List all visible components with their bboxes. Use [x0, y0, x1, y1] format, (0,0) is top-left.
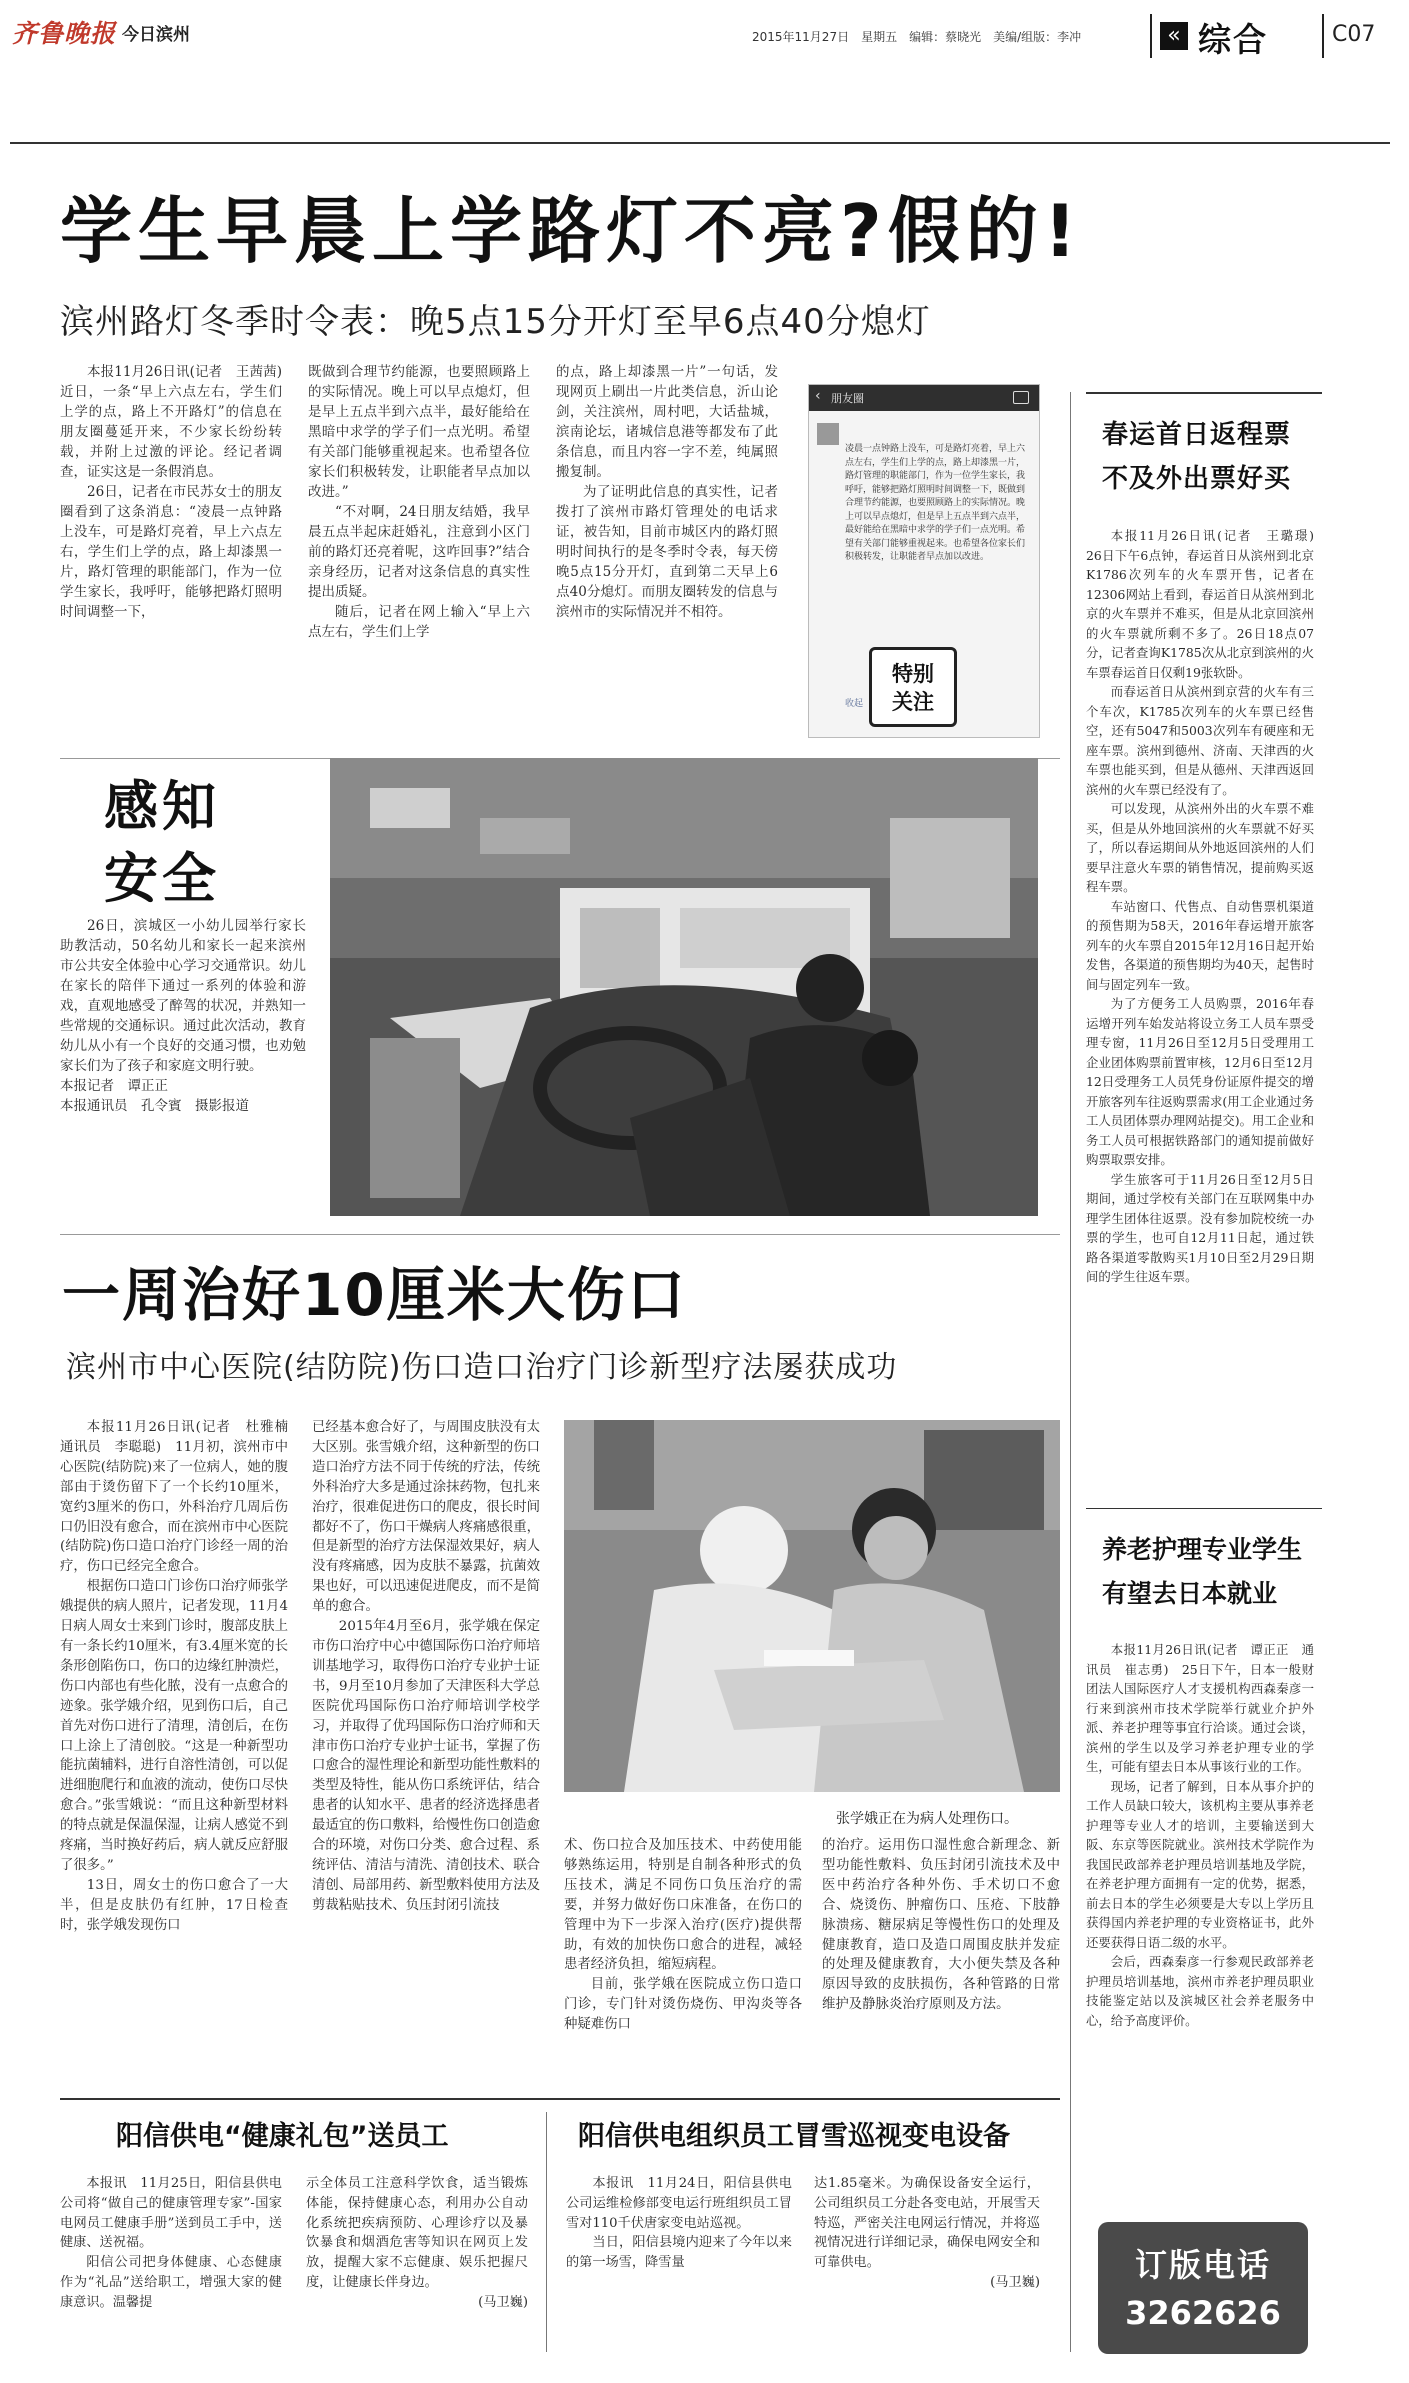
paragraph: 本报讯 11月25日，阳信县供电公司将“做自己的健康管理专家”-国家电网员工健康手册”送到员工手中，送健康、送祝福。 [60, 2176, 282, 2251]
wound-column-4 [822, 1836, 1060, 2015]
paragraph: 26日，记者在市民苏女士的朋友圈看到了这条消息：“凌晨一点钟路上没车，可是路灯亮着，早上六点左右，学生们上学的点，路上却漆黑一片，路灯管理的职能部门，作为一位学生家长，我呼吁，能够把路灯照明时间调整一下， [60, 484, 282, 620]
byline: (马卫巍) [478, 2294, 528, 2310]
masthead [0, 0, 1409, 80]
right-column-top-rule [1086, 392, 1322, 394]
back-arrow-icon: ‹ [815, 388, 821, 404]
lead-headline: 学生早晨上学路灯不亮?假的! [60, 189, 1083, 273]
sidebar1-body [1086, 526, 1327, 1287]
wound-headline: 一周治好10厘米大伤口 [62, 1261, 687, 1329]
photo-credit: 本报记者 谭正正 [60, 1078, 168, 1094]
paragraph: 目前，张学娥在医院成立伤口造口门诊，专门针对烫伤烧伤、甲沟炎等各种疑难伤口 [564, 1977, 802, 2033]
paragraph: 为了证明此信息的真实性，记者拨打了滨州市路灯管理处的电话求证，被告知，目前市城区内的路灯照明时间执行的是冬季时令表，每天傍晚5点15分开灯，直到第二天早上6点40分熄灯。而朋友圈转发的信息与滨州市的实际情况并不相符。 [556, 484, 778, 620]
paragraph: 现场，记者了解到，日本从事介护的工作人员缺口较大，该机构主要从事养老护理等专业人才的培训，主要输送到大阪、东京等医院就业。滨州技术学院作为我国民政部养老护理员培训基地及学院，在养老护理方面拥有一定的优势，据悉，前去日本的学生必须要是大专以上学历且获得国内养老护理的专业资格证书，此外还要获得日语二级的水平。 [1086, 1778, 1314, 1950]
paragraph: 随后，记者在网上输入“早上六点左右，学生们上学 [308, 604, 530, 640]
wound-subhead: 滨州市中心医院(结防院)伤口造口治疗门诊新型疗法屡获成功 [66, 1350, 898, 1385]
avatar [817, 423, 839, 445]
badge-line-1: 特别 [892, 662, 934, 686]
badge-line-2: 关注 [892, 690, 934, 714]
wound-column-3 [564, 1836, 802, 2035]
byline: (马卫巍) [990, 2274, 1040, 2290]
paragraph: “不对啊，24日朋友结婚，我早晨五点半起床赶婚礼，注意到小区门前的路灯还亮着呢，这咋回事?”结合亲身经历，记者对这条信息的真实性提出质疑。 [308, 504, 530, 600]
paragraph: 既做到合理节约能源，也要照顾路上的实际情况。晚上可以早点熄灯，但是早上五点半到六点半，最好能给在黑暗中求学的学子们一点光明。希望有关部门能够重视起来。也希望各位家长们积极转发，让职能者早点加以改进。” [308, 364, 530, 500]
sidebar1-headline-2: 不及外出票好买 [1102, 464, 1292, 494]
hotline-number: 3262626 [1125, 2294, 1281, 2332]
camera-icon [1013, 391, 1029, 404]
paragraph: 本报11月26日讯(记者 王茜茜) 近日，一条“早上六点左右，学生们上学的点，路上不开路灯”的信息在朋友圈蔓延开来，不少家长纷纷转载，并附上过激的评论。经记者调查，证实这是一条假消息。 [60, 364, 296, 480]
brief2-headline: 阳信供电组织员工冒雪巡视变电设备 [578, 2121, 1010, 2152]
paragraph: 而春运首日从滨州到京营的火车有三个车次，K1785次列车的火车票已经售空，还有5047和5003次列车有硬座和无座车票。滨州到德州、济南、天津西的火车票也能买到，但是从德州、天津西返回滨州的火车票已经没有了。 [1086, 684, 1314, 797]
paragraph: 本报讯 11月24日，阳信县供电公司运维检修部变电运行班组织员工冒雪对110千伏唐家变电站巡视。 [566, 2176, 792, 2231]
page-number: C07 [1332, 22, 1376, 47]
collapse-link: 收起 [845, 699, 864, 709]
photo-credit: 本报通讯员 孔令賓 摄影报道 [60, 1098, 249, 1114]
paragraph: 26日，滨城区一小幼儿园举行家长助教活动，50名幼儿和家长一起来滨州市公共安全体验中心学习交通常识。幼儿在家长的陪伴下通过一系列的体验和游戏，直观地感受了醉驾的状况，并熟知一些常规的交通标识。通过此次活动，教育幼儿从小有一个良好的交通习惯，也劝勉家长们为了孩子和家庭文明行驶。 [60, 918, 306, 1074]
special-focus-badge [869, 647, 957, 727]
paragraph: 阳信公司把身体健康、心态健康作为“礼品”送给职工，增强大家的健康意识。温馨提 [60, 2255, 282, 2310]
paragraph: 学生旅客可于11月26日至12月5日期间，通过学校有关部门在互联网集中办理学生团体往返票。没有参加院校统一办票的学生，也可自12月11日起，通过铁路各渠道零散购买1月10日至2月29日期间的学生往返车票。 [1086, 1171, 1314, 1284]
chevron-left-icon: « [1160, 22, 1188, 50]
wound-column-2 [312, 1418, 540, 1916]
brief1-column-2 [306, 2174, 528, 2313]
paragraph: 2015年4月至6月，张学娥在保定市伤口治疗中心中德国际伤口治疗师培训基地学习，取得伤口治疗专业护士证书，9月至10月参加了天津医科大学总医院优玛国际伤口治疗师培训学校学习，并取得了优玛国际伤口治疗师和天津市伤口治疗专业护士证书，掌握了伤口愈合的湿性理论和新型功能性敷料的类型及特性，能从伤口系统评估，结合患者的认知水平、患者的经济选择患者最适宜的伤口敷料，给慢性伤口创造愈合的环境，对伤口分类、愈合过程、系统评估、清洁与清洗、清创技术、联合清创、局部用药、新型敷料使用方法及剪裁粘贴技术、负压封闭引流技 [312, 1619, 540, 1913]
sidebar-divider [1070, 392, 1071, 2352]
briefs-top-rule [60, 2098, 1060, 2100]
briefs-divider [546, 2112, 547, 2352]
paragraph: 会后，西森秦彦一行参观民政部养老护理员培训基地，滨州市养老护理员职业技能鉴定站以及滨城区社会养老服务中心，给予高度评价。 [1086, 1954, 1314, 2028]
brief2-column-1 [566, 2174, 792, 2273]
paragraph: 的点，路上却漆黑一片”一句话，发现网页上刷出一片此类信息，沂山论剑，关注滨州，周村吧，大话盐城，滨南论坛，诸城信息港等都发布了此条信息，而且内容一字不差，纯属照搬复制。 [556, 364, 778, 480]
lead-column-2 [308, 362, 530, 642]
brief2-column-2 [814, 2174, 1040, 2293]
category-label: 综合 [1198, 20, 1268, 59]
nurse-photo [564, 1420, 1060, 1792]
moments-title: 朋友圈 [831, 392, 864, 405]
sidebar-separator [1086, 1508, 1322, 1509]
moments-post: 凌晨一点钟路上没车，可是路灯亮着，早上六点左右，学生们上学的点，路上却漆黑一片，路灯管理的职能部门，作为一位学生家长，我呼吁，能够把路灯照明时间调整一下，既做到合理节约能源，也要照顾路上的实际情况。晚上可以早点熄灯，但是早上五点半到六点半，最好能给在黑暗中求学的学子们一点光明。希望有关部门能够重视起来。也希望各位家长们积极转发，让职能者早点加以改进。 [845, 444, 1026, 562]
sidebar1-headline-1: 春运首日返程票 [1102, 420, 1292, 450]
paragraph: 示全体员工注意科学饮食，适当锻炼体能，保持健康心态，利用办公自动化系统把疾病预防、心理诊疗以及暴饮暴食和烟酒危害等知识在网页上发放，提醒大家不忘健康、娱乐把握尺度，让健康长伴身边。 [306, 2176, 528, 2290]
paragraph: 的治疗。运用伤口湿性愈合新理念、新型功能性敷料、负压封闭引流技术及中医中药治疗各种外伤、手术切口不愈合、烧烫伤、肿瘤伤口、压疮、下肢静脉溃疡、糖尿病足等慢性伤口的处理及健康教育，造口及造口周围皮肤并发症的处理及健康教育，大小便失禁及各种原因导致的皮肤损伤，各种管路的日常维护及静脉炎治疗原则及方法。 [822, 1838, 1060, 2013]
moments-screenshot [808, 384, 1040, 738]
paragraph: 当日，阳信县境内迎来了今年以来的第一场雪，降雪量 [566, 2235, 792, 2271]
dateline: 2015年11月27日 星期五 编辑：蔡晓光 美编/组版：李冲 [752, 30, 1082, 44]
sidebar2-headline-2: 有望去日本就业 [1102, 1579, 1278, 1608]
brief1-column-1 [60, 2174, 282, 2313]
wound-column-1 [60, 1418, 302, 1936]
paragraph: 本报11月26日讯(记者 王璐璟) 26日下午6点钟，春运首日从滨州到北京K1786次列车的火车票开售，记者在12306网站上看到，春运首日从滨州到北京的火车票并不难买，但是从北京回滨州的火车票就所剩不多了。26日18点07分，记者查询K1785次从北京到滨州的火车票春运首日仅剩19张软卧。 [1086, 528, 1327, 680]
lead-subhead: 滨州路灯冬季时令表：晚5点15分开灯至早6点40分熄灯 [60, 302, 931, 342]
moments-topbar [809, 385, 1039, 411]
lead-column-1 [60, 362, 296, 622]
section-name: 今日滨州 [122, 25, 190, 45]
paragraph: 达1.85毫米。为确保设备安全运行，公司组织员工分赴各变电站，开展雪天特巡，严密关注电网运行情况，并将巡视情况进行详细记录，确保电网安全和可靠供电。 [814, 2176, 1040, 2271]
paragraph: 根据伤口造口门诊伤口治疗师张学娥提供的病人照片，记者发现，11月4日病人周女士来到门诊时，腹部皮肤上有一条长约10厘米，有3.4厘米宽的长条形创陷伤口，伤口的边缘红肿溃烂，伤口内部也有些化脓，没有一点愈合的迹象。张学娥介绍，见到伤口后，自己首先对伤口进行了清理，清创后，在伤口上涂上了清创胶。“这是一种新型功能抗菌辅料，进行自溶性清创，可以促进细胞爬行和血液的流动，使伤口尽快愈合。”张雪娥说：“而且这种新型材料的特点就是保温保湿，让病人感觉不到疼痛，当时换好药后，病人就反应舒服了很多。” [60, 1579, 288, 1873]
hotline-label: 订版电话 [1134, 2246, 1271, 2284]
safety-title-1: 感知 [104, 775, 220, 838]
paragraph: 13日，周女士的伤口愈合了一大半，但是皮肤仍有红肿，17日检查时，张学娥发现伤口 [60, 1877, 288, 1933]
category-box [1150, 14, 1324, 58]
paragraph: 已经基本愈合好了，与周围皮肤没有太大区别。张雪娥介绍，这种新型的伤口造口治疗方法不同于传统的疗法，传统外科治疗大多是通过涂抹药物，包扎来治疗，很难促进伤口的爬皮，很长时间都好不了，伤口干燥病人疼痛感很重，但是新型的治疗方法保湿效果好，病人没有疼痛感，因为皮肤不暴露，抗菌效果也好，可以迅速促进爬皮，而不是简单的愈合。 [312, 1420, 540, 1615]
subscription-hotline [1098, 2222, 1308, 2354]
paragraph: 本报11月26日讯(记者 杜雅楠 通讯员 李聪聪) 11月初，滨州市中心医院(结防院)来了一位病人，她的腹部由于烫伤留下了一个长约10厘米，宽约3厘米的伤口，外科治疗几周后伤口仍旧没有愈合，而在滨州市中心医院(结防院)伤口造口治疗门诊经一周的治疗，伤口已经完全愈合。 [60, 1420, 302, 1575]
photo-caption: 张学娥正在为病人处理伤口。 [836, 1811, 1018, 1827]
newspaper-logo: 齐鲁晚报 [12, 19, 117, 48]
paragraph: 本报11月26日讯(记者 谭正正 通讯员 崔志勇) 25日下午，日本一般财团法人国际医疗人才支援机构西森秦彦一行来到滨州市技术学院举行就业介护外派、养老护理等事宜行洽谈。通过会谈，滨州的学生以及学习养老护理专业的学生，可能有望去日本从事该行业的工作。 [1086, 1642, 1314, 1774]
paragraph: 术、伤口拉合及加压技术、中药使用能够熟练运用，特别是自制各种形式的负压技术，满足不同伤口负压治疗的需要，并努力做好伤口床准备，在伤口的管理中为下一步深入治疗(医疗)提供帮助，有效的加快伤口愈合的进程，减轻患者经济负担，缩短病程。 [564, 1838, 802, 1973]
lead-column-3 [556, 362, 778, 622]
wound-top-rule [60, 1234, 1060, 1235]
safety-body [60, 916, 306, 1116]
sidebar2-headline-1: 养老护理专业学生 [1102, 1535, 1303, 1564]
safety-title-2: 安全 [104, 847, 220, 910]
paragraph: 车站窗口、代售点、自动售票机渠道的预售期为58天，2016年春运增开旅客列车的火车票自2015年12月16日起开始发售，各渠道的预售期均为40天，起售时间与固定列车一致。 [1086, 898, 1314, 992]
sidebar2-body [1086, 1640, 1314, 2030]
paragraph: 为了方便务工人员购票，2016年春运增开列车始发站将设立务工人员车票受理专窗，11月26日至12月5日受理用工企业团体购票前置审核，12月6日至12月12日受理务工人员凭身份证原件提交的增开旅客列车往返购票需求(用工企业通过务工人员团体票办理网站提交)。用工企业和务工人员可根据铁路部门的通知提前做好购票取票安排。 [1086, 996, 1314, 1167]
driving-simulator-photo [330, 758, 1038, 1216]
paragraph: 可以发现，从滨州外出的火车票不难买，但是从外地回滨州的火车票就不好买了，所以春运期间从外地返回滨州的人们要早注意火车票的销售情况，提前购买返程车票。 [1086, 801, 1314, 894]
masthead-rule [10, 142, 1390, 144]
brief1-headline: 阳信供电“健康礼包”送员工 [116, 2121, 449, 2152]
